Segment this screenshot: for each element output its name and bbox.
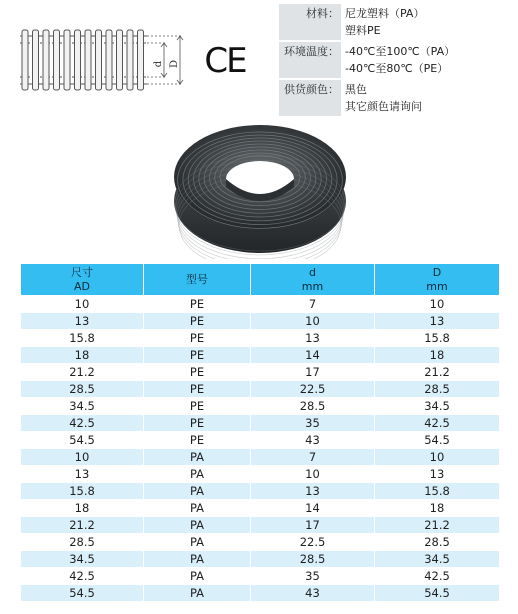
coiled-tube-photo — [170, 113, 350, 259]
cell-D: 15.8 — [375, 483, 500, 500]
tube-rib — [106, 30, 112, 90]
header-line: D — [432, 265, 442, 279]
tube-rib — [138, 30, 144, 90]
tube-rib — [127, 30, 133, 90]
spec-value-color — [341, 79, 512, 116]
cell-d: 13 — [251, 483, 375, 500]
cell-d: 43 — [251, 585, 375, 602]
cell-d: 17 — [251, 517, 375, 534]
cell-model: PA — [144, 449, 251, 466]
table-row — [21, 398, 500, 415]
cell-D: 10 — [375, 296, 500, 313]
spec-row-color — [279, 79, 512, 116]
cell-ad: 42.5 — [21, 568, 144, 585]
spec-row-temperature — [279, 41, 512, 79]
cell-ad: 15.8 — [21, 330, 144, 347]
cell-ad: 28.5 — [21, 534, 144, 551]
table-row — [21, 483, 500, 500]
tube-rib — [64, 30, 70, 90]
tube-rib — [85, 30, 91, 90]
cell-ad: 15.8 — [21, 483, 144, 500]
cell-model: PA — [144, 466, 251, 483]
header-line: AD — [74, 279, 90, 293]
cell-d: 7 — [251, 449, 375, 466]
cell-model: PA — [144, 534, 251, 551]
tube-rib — [54, 30, 60, 90]
cell-model: PE — [144, 432, 251, 449]
table-row — [21, 432, 500, 449]
table-row — [21, 415, 500, 432]
cell-D: 28.5 — [375, 534, 500, 551]
table-row — [21, 568, 500, 585]
tube-rib — [75, 30, 81, 90]
cell-D: 42.5 — [375, 568, 500, 585]
cell-D: 54.5 — [375, 585, 500, 602]
cell-model: PE — [144, 296, 251, 313]
cell-ad: 13 — [21, 313, 144, 330]
cell-d: 14 — [251, 500, 375, 517]
cell-model: PE — [144, 398, 251, 415]
cell-model: PA — [144, 568, 251, 585]
cell-d: 14 — [251, 347, 375, 364]
cell-ad: 21.2 — [21, 517, 144, 534]
cell-ad: 28.5 — [21, 381, 144, 398]
cell-ad: 10 — [21, 449, 144, 466]
cell-ad: 34.5 — [21, 398, 144, 415]
table-row — [21, 551, 500, 568]
table-row — [21, 466, 500, 483]
table-row — [21, 534, 500, 551]
header-line: 型号 — [186, 272, 208, 286]
cell-D: 18 — [375, 347, 500, 364]
cell-model: PE — [144, 330, 251, 347]
cell-d: 35 — [251, 415, 375, 432]
table-row — [21, 517, 500, 534]
cell-model: PE — [144, 381, 251, 398]
table-row — [21, 330, 500, 347]
cell-d: 7 — [251, 296, 375, 313]
cell-model: PA — [144, 517, 251, 534]
size-table — [20, 263, 500, 602]
cell-ad: 18 — [21, 347, 144, 364]
spec-table — [279, 4, 512, 116]
cell-model: PA — [144, 551, 251, 568]
cell-d: 43 — [251, 432, 375, 449]
table-row — [21, 449, 500, 466]
spec-row-material — [279, 4, 512, 41]
spec-value-line: -40℃至80℃（PE） — [345, 62, 449, 75]
header-d — [251, 264, 375, 296]
cell-ad: 13 — [21, 466, 144, 483]
cell-ad: 42.5 — [21, 415, 144, 432]
cell-d: 28.5 — [251, 551, 375, 568]
spec-value-line: 其它颜色请询问 — [345, 100, 422, 113]
tube-rib — [22, 30, 28, 90]
spec-value-line: -40℃至100℃（PA） — [345, 45, 456, 58]
table-body — [21, 296, 500, 602]
cell-d: 35 — [251, 568, 375, 585]
cell-D: 21.2 — [375, 517, 500, 534]
spec-value-temperature — [341, 41, 512, 79]
cell-ad: 21.2 — [21, 364, 144, 381]
spec-label-temperature: 环境温度： — [279, 41, 341, 79]
tube-cross-section-drawing — [14, 26, 190, 96]
header-line: d — [309, 265, 316, 279]
table-row — [21, 585, 500, 602]
tube-rib — [96, 30, 102, 90]
table-row — [21, 313, 500, 330]
cell-d: 22.5 — [251, 534, 375, 551]
cell-ad: 54.5 — [21, 585, 144, 602]
cell-d: 10 — [251, 466, 375, 483]
spec-value-material — [341, 4, 512, 41]
header-model — [144, 264, 251, 296]
header-line: mm — [426, 279, 448, 293]
table-row — [21, 296, 500, 313]
ce-mark-text: CE — [204, 41, 246, 81]
cell-D: 28.5 — [375, 381, 500, 398]
tube-ribs — [22, 30, 144, 90]
cell-model: PA — [144, 585, 251, 602]
cell-ad: 54.5 — [21, 432, 144, 449]
cell-model: PE — [144, 313, 251, 330]
spec-value-line: 尼龙塑料（PA） — [345, 7, 425, 20]
tube-rib — [117, 30, 123, 90]
cell-model: PA — [144, 483, 251, 500]
header-line: mm — [301, 279, 324, 293]
cell-D: 10 — [375, 449, 500, 466]
cell-D: 34.5 — [375, 398, 500, 415]
table-row — [21, 347, 500, 364]
cell-model: PE — [144, 415, 251, 432]
cell-D: 21.2 — [375, 364, 500, 381]
cell-d: 28.5 — [251, 398, 375, 415]
cell-D: 54.5 — [375, 432, 500, 449]
cell-ad: 10 — [21, 296, 144, 313]
cell-d: 13 — [251, 330, 375, 347]
spec-label-color: 供货颜色： — [279, 79, 341, 116]
tube-rib — [43, 30, 49, 90]
table-header-row — [21, 264, 500, 296]
cell-D: 13 — [375, 313, 500, 330]
cell-model: PE — [144, 347, 251, 364]
spec-value-line: 黑色 — [345, 83, 367, 96]
header-line: 尺寸 — [71, 265, 93, 279]
cell-d: 10 — [251, 313, 375, 330]
cell-D: 18 — [375, 500, 500, 517]
cell-D: 42.5 — [375, 415, 500, 432]
cell-model: PE — [144, 364, 251, 381]
tube-rib — [33, 30, 39, 90]
cell-D: 15.8 — [375, 330, 500, 347]
ce-mark-icon — [202, 36, 248, 82]
cell-model: PA — [144, 500, 251, 517]
table-row — [21, 364, 500, 381]
dimension-label-d: d — [153, 60, 164, 68]
cell-D: 13 — [375, 466, 500, 483]
cell-d: 17 — [251, 364, 375, 381]
header-D — [375, 264, 500, 296]
cell-D: 34.5 — [375, 551, 500, 568]
table-row — [21, 500, 500, 517]
dimension-label-D: D — [169, 59, 180, 69]
cell-d: 22.5 — [251, 381, 375, 398]
spec-label-material: 材料： — [279, 4, 341, 41]
header-size — [21, 264, 144, 296]
spec-value-line: 塑料PE — [345, 24, 381, 37]
cell-ad: 34.5 — [21, 551, 144, 568]
table-row — [21, 381, 500, 398]
cell-ad: 18 — [21, 500, 144, 517]
